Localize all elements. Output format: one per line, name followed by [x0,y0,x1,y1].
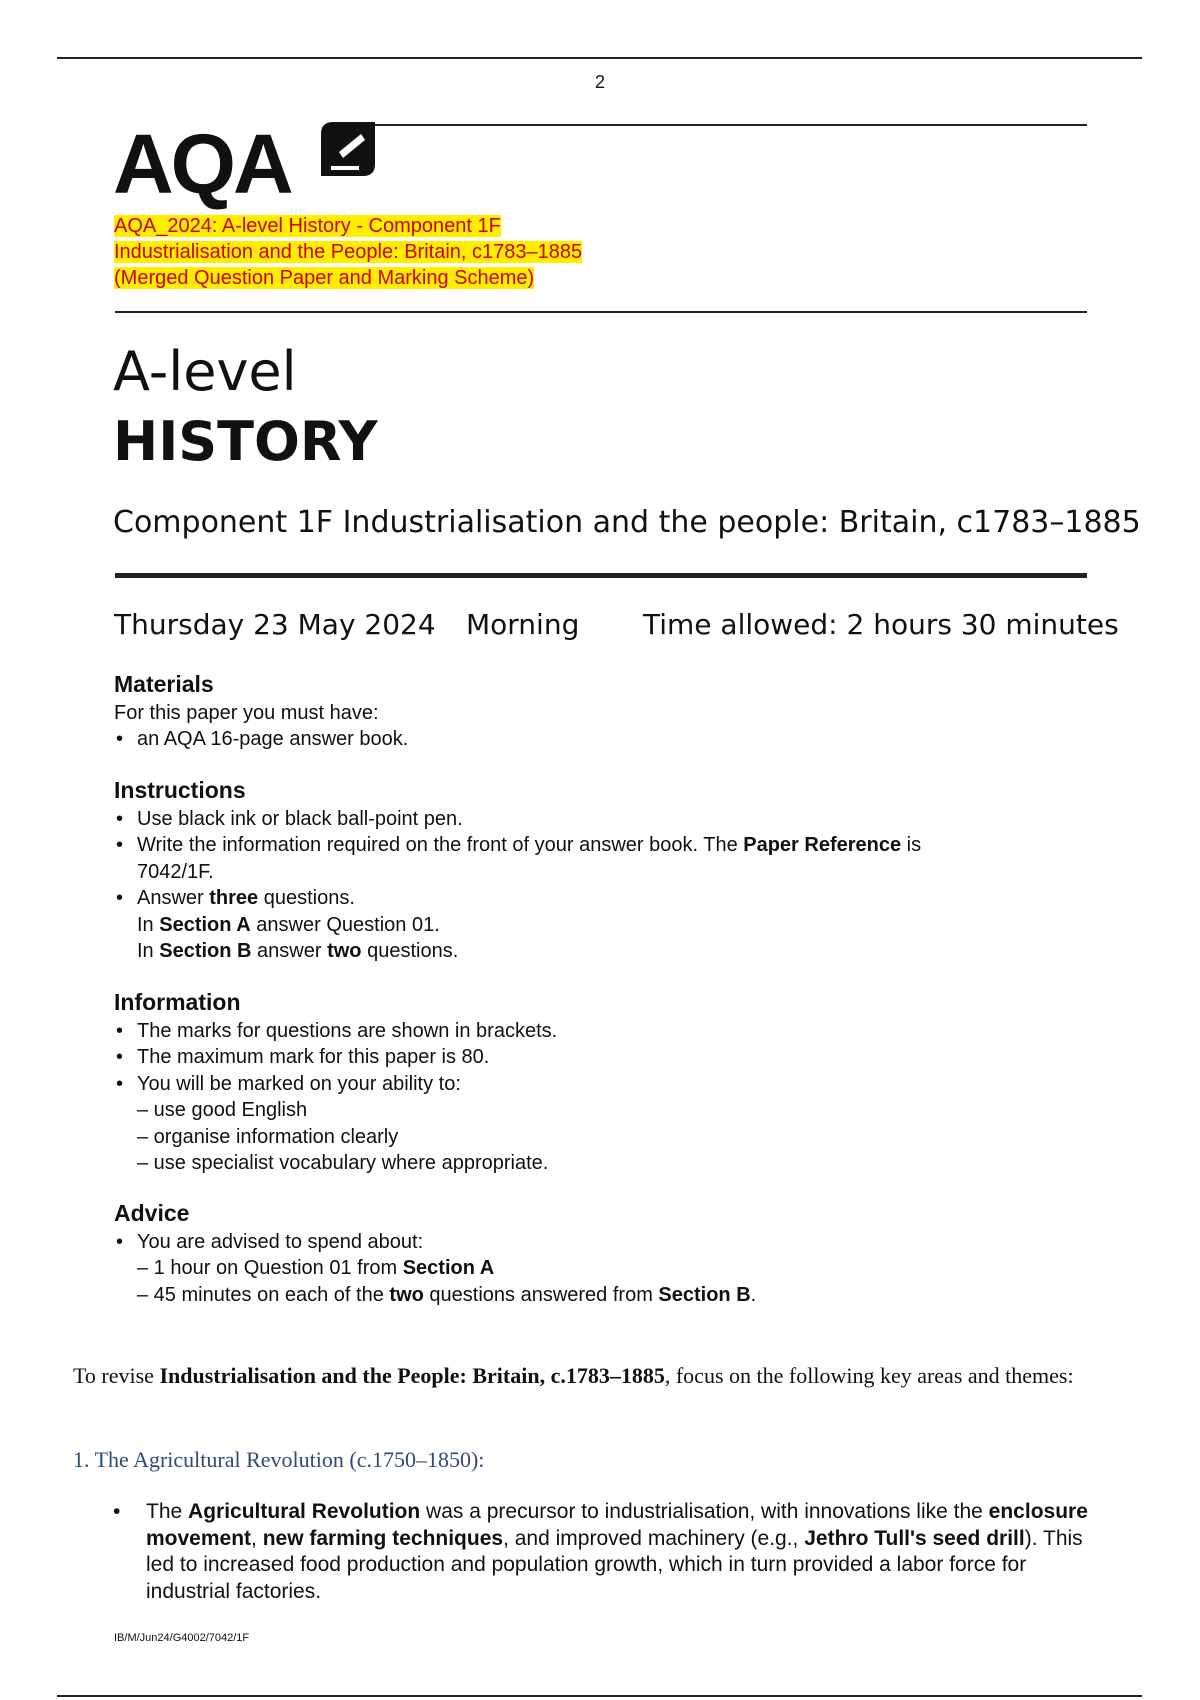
text: – 1 hour on Question 01 from [137,1257,403,1279]
aqa-logo-mark-icon [319,120,377,178]
text: was a precursor to industrialisation, with innovations like the [420,1500,989,1523]
paper-reference-value: 7042/1F. [137,860,214,883]
banner-rule [115,311,1087,313]
materials-item: • an AQA 16-page answer book. [114,726,1094,753]
page-number: 2 [594,72,605,92]
component-title: Component 1F Industrialisation and the people: Britain, c1783–1885 [113,505,1141,540]
text: To revise [73,1363,160,1388]
text-bold: two [327,940,362,962]
materials-section [114,671,1094,753]
text: , focus on the following key areas and themes: [664,1363,1074,1388]
text: ). This led to increased food production and population growth, which in turn provided a labor force for industrial factories. [146,1526,1083,1603]
information-subitem: – use specialist vocabulary where appropriate. [137,1152,549,1174]
information-subitem: – use good English [137,1099,308,1121]
text: Answer [137,887,210,909]
materials-heading: Materials [114,671,214,697]
exam-date: Thursday 23 May 2024 [114,608,436,641]
section-b-instruction [114,938,1094,965]
footer-code: IB/M/Jun24/G4002/7042/1F [114,1632,250,1644]
text-bold: three [209,887,259,909]
merged-paper-banner [114,213,582,291]
text-bold: Jethro Tull's seed drill [804,1526,1025,1550]
text: questions answered from [423,1283,659,1306]
text: , and improved machinery (e.g., [503,1526,805,1550]
text: The [146,1500,189,1523]
header-rule [370,124,1087,126]
text-bold: Section A [402,1257,495,1279]
text: questions. [361,940,459,962]
exam-session: Morning [466,608,580,641]
text-bold: enclosure movement [146,1500,1088,1550]
advice-item: • You are advised to spend about: [114,1229,1094,1256]
text: Write the information required on the front of your answer book. The [137,834,744,856]
information-subitem: – organise information clearly [137,1125,399,1148]
text: In [137,913,160,936]
information-item: • The marks for questions are shown in brackets. [114,1018,1094,1045]
advice-section [114,1200,1094,1308]
instruction-item [114,832,1094,885]
paper-reference-label: Paper Reference [743,834,902,856]
text-bold: Agricultural Revolution [188,1500,421,1523]
advice-subitem [114,1282,1094,1309]
revision-intro [73,1363,1113,1389]
banner-line-3: (Merged Question Paper and Marking Scheme) [114,267,535,289]
text: . [750,1283,757,1306]
text-bold: Section B [159,940,252,962]
text: answer [251,940,328,962]
revision-bullet-text [146,1499,1113,1605]
information-item: • The maximum mark for this paper is 80. [114,1044,1094,1071]
top-rule [57,57,1142,59]
text: – 45 minutes on each of the [137,1283,390,1306]
instructions-heading: Instructions [114,777,246,803]
level-title: A-level [113,340,297,403]
advice-heading: Advice [114,1200,190,1226]
advice-subitem [114,1255,1094,1282]
instruction-item: • Use black ink or black ball-point pen. [114,806,1094,833]
text: answer Question 01. [250,913,440,936]
text: In [137,940,160,962]
information-item: • You will be marked on your ability to: [114,1071,1094,1098]
text: questions. [258,887,355,909]
information-heading: Information [114,989,241,1015]
bottom-rule [57,1695,1142,1697]
revision-bullet [113,1499,1113,1605]
text-bold: new farming techniques [262,1526,504,1550]
information-section [114,989,1094,1177]
revision-heading-agricultural-revolution: 1. The Agricultural Revolution (c.1750–1850): [73,1447,485,1472]
text-bold: Section A [159,913,251,936]
text-bold: Section B [658,1283,751,1306]
bullet-dot: • [113,1500,121,1523]
banner-line-2: Industrialisation and the People: Britain, c1783–1885 [114,241,583,263]
section-a-instruction [114,912,1094,939]
text-bold: Industrialisation and the People: Britain, c.1783–1885 [159,1363,665,1388]
banner-line-1: AQA_2024: A-level History - Component 1F [114,215,501,237]
instruction-item [114,885,1094,912]
aqa-logo [113,117,291,211]
time-allowed: Time allowed: 2 hours 30 minutes [643,608,1119,641]
component-rule [115,573,1087,578]
text: is [901,834,922,856]
subject-title: HISTORY [113,410,378,473]
aqa-logo-text: AQA [113,117,291,211]
text: , [251,1526,263,1550]
instructions-section [114,777,1094,965]
text-bold: two [389,1283,424,1306]
materials-intro: For this paper you must have: [114,701,379,724]
